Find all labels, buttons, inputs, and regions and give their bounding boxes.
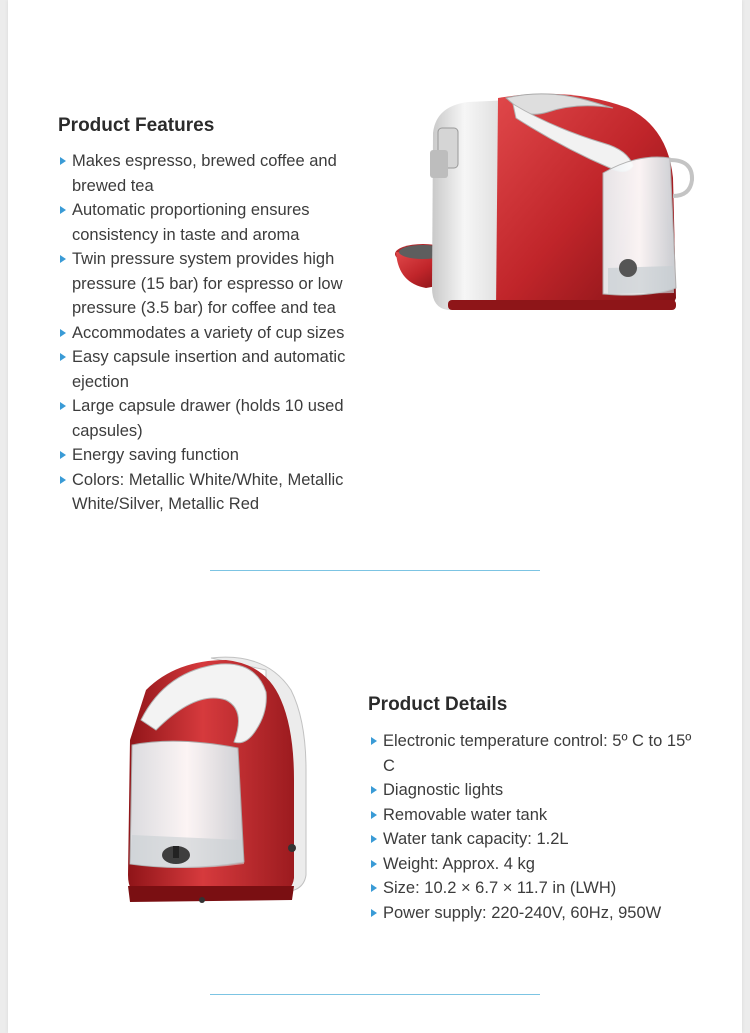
detail-item bbox=[369, 876, 699, 901]
feature-item bbox=[58, 247, 373, 321]
features-title: Product Features bbox=[58, 115, 215, 136]
triangle-bullet-icon bbox=[60, 255, 66, 263]
detail-item-text: Power supply: 220-240V, 60Hz, 950W bbox=[383, 903, 662, 922]
triangle-bullet-icon bbox=[60, 206, 66, 214]
detail-item bbox=[369, 852, 699, 877]
detail-item bbox=[369, 729, 699, 778]
feature-item bbox=[58, 345, 373, 394]
feature-item bbox=[58, 468, 373, 517]
detail-item-text: Removable water tank bbox=[383, 805, 548, 824]
triangle-bullet-icon bbox=[60, 329, 66, 337]
feature-item-text: Accommodates a variety of cup sizes bbox=[72, 323, 345, 342]
feature-item bbox=[58, 394, 373, 443]
feature-item bbox=[58, 198, 373, 247]
espresso-machine-side-view-image bbox=[388, 88, 698, 318]
detail-item bbox=[369, 827, 699, 852]
feature-item bbox=[58, 321, 373, 346]
feature-item-text: Twin pressure system provides high pressure (15 bar) for espresso or low pressure (3.5 bar) for coffee and tea bbox=[72, 250, 343, 317]
product-page bbox=[8, 0, 742, 1033]
detail-item-text: Size: 10.2 × 6.7 × 11.7 in (LWH) bbox=[383, 879, 617, 897]
detail-item-text: Diagnostic lights bbox=[383, 781, 504, 799]
detail-item bbox=[369, 778, 699, 803]
triangle-bullet-icon bbox=[371, 884, 377, 892]
detail-item-text: Electronic temperature control: 5º C to 15º C bbox=[383, 732, 692, 775]
feature-item-text: Automatic proportioning ensures consistency in taste and aroma bbox=[72, 201, 310, 244]
triangle-bullet-icon bbox=[60, 476, 66, 484]
triangle-bullet-icon bbox=[371, 909, 377, 917]
detail-item-text: Weight: Approx. 4 kg bbox=[383, 854, 535, 873]
feature-item-text: Colors: Metallic White/White, Metallic White/Silver, Metallic Red bbox=[72, 470, 344, 513]
espresso-machine-front-view-image bbox=[116, 650, 316, 910]
section-divider bbox=[210, 570, 540, 571]
triangle-bullet-icon bbox=[60, 451, 66, 459]
triangle-bullet-icon bbox=[60, 353, 66, 361]
detail-item-text: Water tank capacity: 1.2L bbox=[383, 830, 569, 848]
triangle-bullet-icon bbox=[60, 157, 66, 165]
details-title: Product Details bbox=[368, 694, 508, 715]
triangle-bullet-icon bbox=[371, 835, 377, 843]
section-divider-bottom bbox=[210, 994, 540, 995]
triangle-bullet-icon bbox=[371, 811, 377, 819]
feature-item-text: Easy capsule insertion and automatic ejection bbox=[72, 348, 346, 391]
triangle-bullet-icon bbox=[371, 786, 377, 794]
feature-item-text: Large capsule drawer (holds 10 used capsules) bbox=[72, 397, 344, 440]
features-list bbox=[58, 149, 373, 517]
triangle-bullet-icon bbox=[371, 737, 377, 745]
feature-item-text: Energy saving function bbox=[72, 446, 239, 464]
detail-item bbox=[369, 803, 699, 828]
detail-item bbox=[369, 901, 699, 926]
feature-item bbox=[58, 443, 373, 468]
feature-item bbox=[58, 149, 373, 198]
details-list bbox=[369, 729, 699, 925]
feature-item-text: Makes espresso, brewed coffee and brewed tea bbox=[72, 152, 337, 195]
triangle-bullet-icon bbox=[371, 860, 377, 868]
triangle-bullet-icon bbox=[60, 402, 66, 410]
